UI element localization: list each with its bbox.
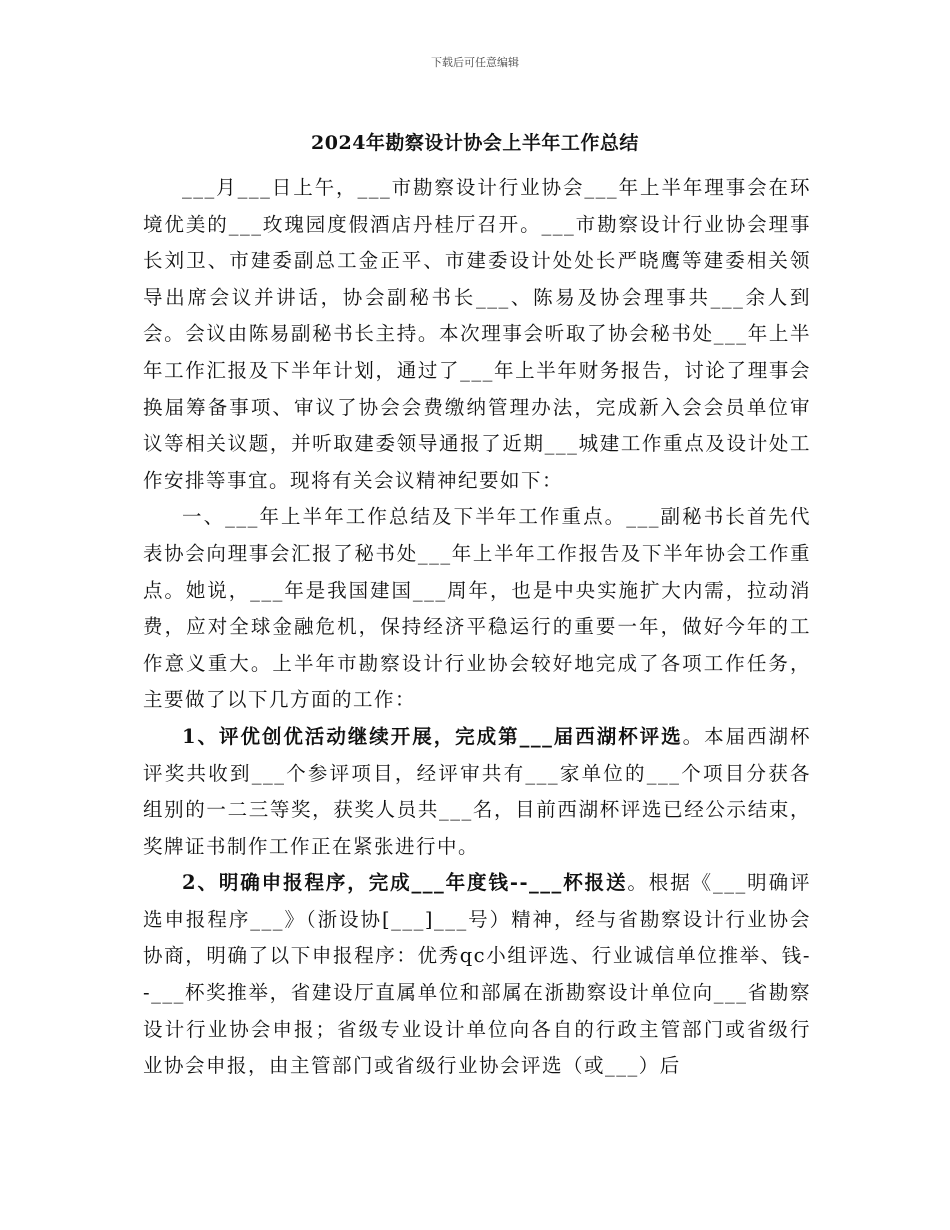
paragraph-item-two [143,865,811,1085]
item-two-text: 。根据《___明确评选申报程序___》（浙设协[___]___号）精神，经与省勘察设计行业协会协商，明确了以下申报程序：优秀qc小组评选、行业诚信单位推举、钱--___杯奖推举，省建设厅直属单位和部属在浙勘察设计单位向___省勘察设计行业协会申报；省级专业设计单位向各自的行政主管部门或省级行业协会申报，由主管部门或省级行业协会评选（或___）后 [143,871,811,1078]
item-one-text: 。本届西湖杯评奖共收到___个参评项目，经评审共有___家单位的___个项目分获各组别的一二三等奖，获奖人员共___名，目前西湖杯评选已经公示结束，奖牌证书制作工作正在紧张进行中。 [143,724,811,858]
page-header-note: 下载后可任意编辑 [431,56,519,69]
paragraph-section-one: 一、___年上半年工作总结及下半年工作重点。___副秘书长首先代表协会向理事会汇报了秘书处___年上半年工作报告及下半年协会工作重点。她说，___年是我国建国___周年，也是中央实施扩大内需，拉动消费，应对全球金融危机，保持经济平稳运行的重要一年，做好今年的工作意义重大。上半年市勘察设计行业协会较好地完成了各项工作任务，主要做了以下几方面的工作： [143,505,811,712]
item-one-heading: 1、评优创优活动继续开展，完成第___届西湖杯评选 [182,724,683,748]
paragraph-item-one [143,719,811,865]
document-title: 2024年勘察设计协会上半年工作总结 [311,132,639,154]
item-two-heading: 2、明确申报程序，完成___年度钱--___杯报送 [182,871,628,895]
paragraph-meeting-intro: ___月___日上午，___市勘察设计行业协会___年上半年理事会在环境优美的___玫瑰园度假酒店丹桂厅召开。___市勘察设计行业协会理事长刘卫、市建委副总工金正平、市建委设计处处长严晓鹰等建委相关领导出席会议并讲话，协会副秘书长___、陈易及协会理事共___余人到会。会议由陈易副秘书长主持。本次理事会听取了协会秘书处___年上半年工作汇报及下半年计划，通过了___年上半年财务报告，讨论了理事会换届筹备事项、审议了协会会费缴纳管理办法，完成新入会会员单位审议等相关议题，并听取建委领导通报了近期___城建工作重点及设计处工作安排等事宜。现将有关会议精神纪要如下： [143,176,811,492]
document-body [143,170,811,1085]
